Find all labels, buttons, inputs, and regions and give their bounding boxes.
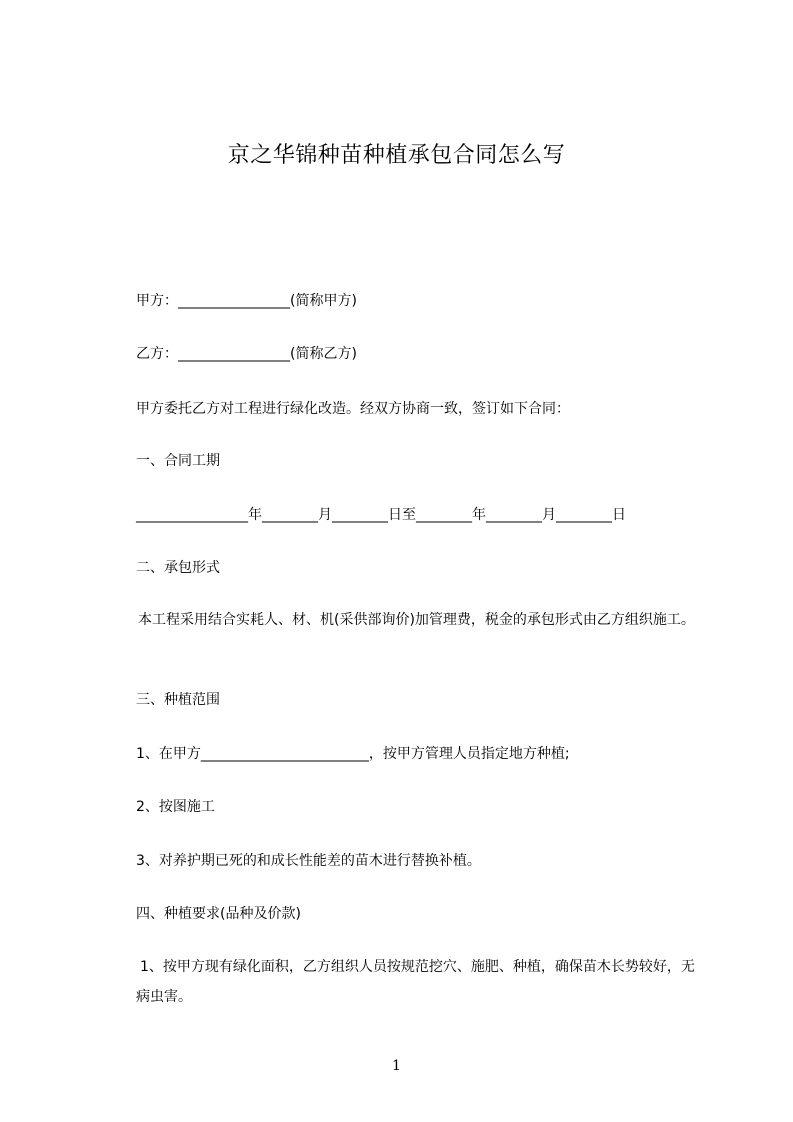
section3-item-2: 2、按图施工 — [136, 799, 215, 815]
section2-body: 本工程采用结合实耗人、材、机(采供部询价)加管理费，税金的承包形式由乙方组织施工。 — [138, 612, 695, 628]
contract-period-dates: ________________年________月________日至________年________月________日 — [136, 507, 626, 523]
party-a-line: 甲方：________________(简称甲方) — [136, 293, 357, 309]
section4-item-1: 1、按甲方现有绿化面积，乙方组织人员按规范挖穴、施肥、种植，确保苗木长势较好，无病虫害。 — [136, 959, 695, 1005]
section1-heading: 一、合同工期 — [136, 453, 220, 469]
section4-heading: 四、种植要求(品种及价款) — [136, 906, 301, 922]
section3-item-3: 3、对养护期已死的和成长性能差的苗木进行替换补植。 — [136, 853, 481, 869]
section3-heading: 三、种植范围 — [136, 692, 220, 708]
section3-item-1: 1、在甲方________________________，按甲方管理人员指定地方种植; — [136, 746, 570, 762]
document-title: 京之华锦种苗种植承包合同怎么写 — [227, 143, 566, 168]
intro-paragraph: 甲方委托乙方对工程进行绿化改造。经双方协商一致，签订如下合同： — [136, 401, 570, 417]
party-b-line: 乙方：________________(简称乙方) — [136, 346, 357, 362]
page-number: 1 — [392, 1058, 401, 1074]
section2-heading: 二、承包形式 — [136, 560, 220, 576]
